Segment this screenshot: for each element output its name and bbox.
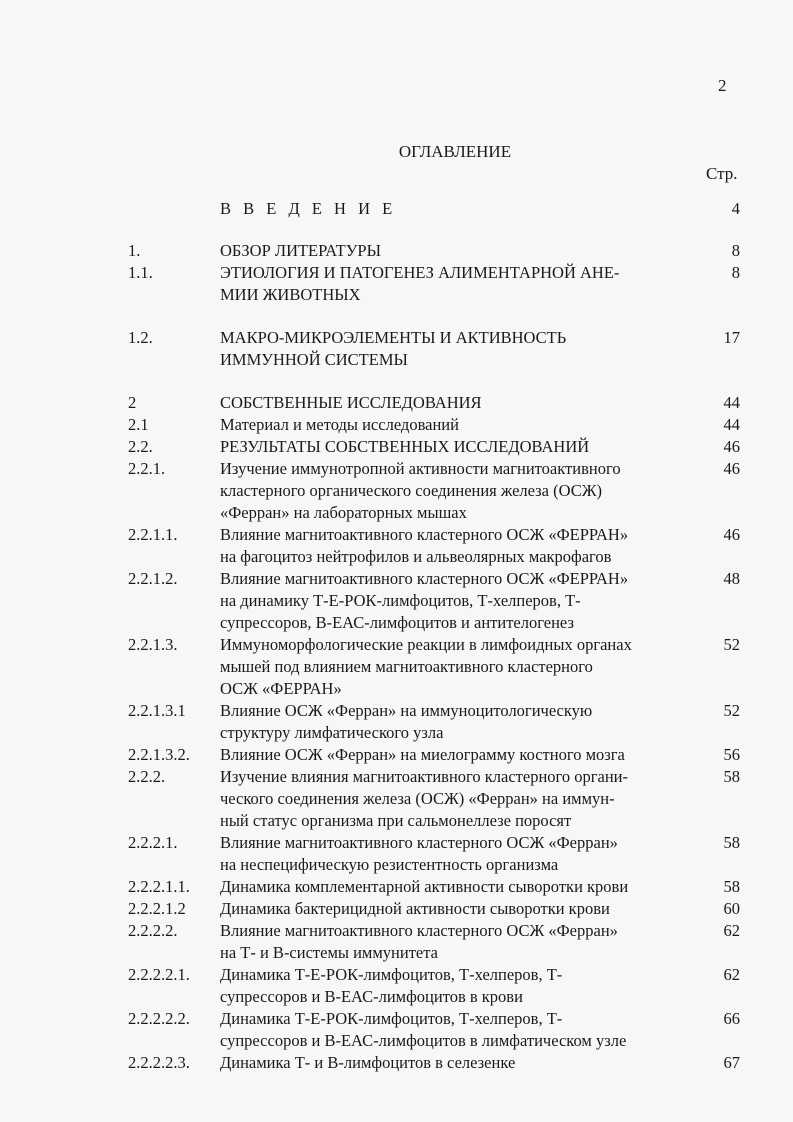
toc-entry-page: 58 — [723, 833, 740, 852]
toc-entry-line: РЕЗУЛЬТАТЫ СОБСТВЕННЫХ ИССЛЕДОВАНИЙ — [220, 437, 590, 456]
toc-entry-line: мышей под влиянием магнитоактивного кластерного — [220, 657, 593, 676]
toc-entry — [128, 240, 740, 262]
toc-entry-text — [220, 1052, 712, 1074]
toc-entry-page: 44 — [723, 393, 740, 412]
toc-entry-page: 52 — [723, 635, 740, 654]
toc-entry-number: 1.2. — [128, 328, 153, 347]
toc-entry-line: ный статус организма при сальмонеллезе поросят — [220, 811, 572, 830]
toc-entry — [128, 832, 740, 876]
toc-entry-page: 67 — [723, 1053, 740, 1072]
toc-entry-line: ОБЗОР ЛИТЕРАТУРЫ — [220, 241, 381, 260]
toc-entry-line: супрессоров, В-ЕАС-лимфоцитов и антителогенез — [220, 613, 574, 632]
toc-entry-line: Динамика бактерицидной активности сыворотки крови — [220, 899, 610, 918]
page-title: ОГЛАВЛЕНИЕ — [398, 142, 512, 161]
toc-entry-line: на динамику Т-Е-РОК-лимфоцитов, Т-хелперов, Т- — [220, 591, 581, 610]
toc-entry — [128, 568, 740, 634]
toc-entry-line: на Т- и В-системы иммунитета — [220, 943, 438, 962]
toc-entry — [128, 262, 740, 306]
toc-entry-number: 2.2.1.3. — [128, 635, 178, 654]
toc-entry-line: Динамика Т-Е-РОК-лимфоцитов, Т-хелперов, Т- — [220, 965, 563, 984]
toc-entry-number: 2.2.1.3.1 — [128, 701, 186, 720]
toc-entry-number: 2.2. — [128, 437, 153, 456]
toc-entry-page: 56 — [723, 745, 740, 764]
toc-entry-number: 2.2.1. — [128, 459, 166, 478]
toc-entry-page: 60 — [723, 899, 740, 918]
toc-entry — [128, 524, 740, 568]
toc-entry-line: В В Е Д Е Н И Е — [220, 199, 397, 218]
table-of-contents — [128, 198, 740, 1074]
toc-entry-text — [220, 1008, 712, 1052]
toc-entry-text — [220, 920, 712, 964]
toc-entry — [128, 414, 740, 436]
toc-entry-text — [220, 414, 712, 436]
toc-entry-page: 48 — [723, 569, 740, 588]
toc-entry-page: 17 — [723, 328, 740, 347]
toc-entry-line: структуру лимфатического узла — [220, 723, 444, 742]
toc-entry-text — [220, 524, 712, 568]
toc-entry-number: 1. — [128, 241, 141, 260]
toc-entry-text — [220, 198, 712, 220]
toc-entry-text — [220, 700, 712, 744]
toc-entry-line: Динамика Т-Е-РОК-лимфоцитов, Т-хелперов, Т- — [220, 1009, 563, 1028]
toc-entry-number: 2.2.2.2.2. — [128, 1009, 190, 1028]
toc-entry — [128, 1052, 740, 1074]
toc-entry-text — [220, 392, 712, 414]
toc-entry-line: МАКРО-МИКРОЭЛЕМЕНТЫ И АКТИВНОСТЬ — [220, 328, 567, 347]
toc-entry-text — [220, 898, 712, 920]
toc-entry-text — [220, 766, 712, 832]
toc-entry — [128, 964, 740, 1008]
page-number: 2 — [718, 76, 727, 95]
toc-entry — [128, 458, 740, 524]
toc-entry-page: 8 — [731, 263, 740, 282]
toc-entry-number: 2.2.1.3.2. — [128, 745, 190, 764]
toc-entry-page: 62 — [723, 921, 740, 940]
toc-entry-line: Материал и методы исследований — [220, 415, 459, 434]
toc-entry-line: супрессоров и В-ЕАС-лимфоцитов в лимфатическом узле — [220, 1031, 627, 1050]
toc-entry-text — [220, 458, 712, 524]
toc-entry-number — [128, 198, 220, 220]
page-column-label: Стр. — [706, 164, 738, 183]
toc-entry-line: на фагоцитоз нейтрофилов и альвеолярных макрофагов — [220, 547, 612, 566]
toc-entry-page: 46 — [723, 437, 740, 456]
toc-entry-number: 2.2.2.2. — [128, 921, 178, 940]
toc-entry-line: СОБСТВЕННЫЕ ИССЛЕДОВАНИЯ — [220, 393, 482, 412]
toc-entry-number: 2.2.1.2. — [128, 569, 178, 588]
toc-entry-line: МИИ ЖИВОТНЫХ — [220, 285, 361, 304]
toc-entry-page: 58 — [723, 877, 740, 896]
toc-entry-page: 44 — [723, 415, 740, 434]
toc-entry-page: 46 — [723, 525, 740, 544]
toc-entry — [128, 327, 740, 371]
toc-entry-line: Влияние магнитоактивного кластерного ОСЖ «Ферран» — [220, 833, 618, 852]
toc-entry-line: Изучение влияния магнитоактивного кластерного органи- — [220, 767, 628, 786]
toc-entry-line: ИММУННОЙ СИСТЕМЫ — [220, 350, 408, 369]
toc-entry-number: 2.2.2.2.3. — [128, 1053, 190, 1072]
toc-entry-page: 52 — [723, 701, 740, 720]
toc-entry-line: Влияние магнитоактивного кластерного ОСЖ «ФЕРРАН» — [220, 569, 629, 588]
toc-entry — [128, 436, 740, 458]
toc-entry-number: 1.1. — [128, 263, 153, 282]
toc-entry — [128, 392, 740, 414]
toc-entry — [128, 634, 740, 700]
toc-entry-page: 46 — [723, 459, 740, 478]
toc-entry-number: 2 — [128, 393, 137, 412]
toc-entry-line: «Ферран» на лабораторных мышах — [220, 503, 467, 522]
toc-entry-number: 2.2.2.1.2 — [128, 899, 186, 918]
toc-entry-line: кластерного органического соединения железа (ОСЖ) — [220, 481, 603, 500]
toc-entry — [128, 898, 740, 920]
toc-entry-text — [220, 262, 712, 306]
toc-entry-text — [220, 327, 712, 371]
toc-entry-text — [220, 634, 712, 700]
toc-entry — [128, 876, 740, 898]
toc-entry-text — [220, 876, 712, 898]
toc-entry-line: Влияние магнитоактивного кластерного ОСЖ «ФЕРРАН» — [220, 525, 629, 544]
toc-entry-text — [220, 964, 712, 1008]
toc-entry-line: на неспецифическую резистентность организма — [220, 855, 559, 874]
toc-entry — [128, 766, 740, 832]
toc-entry-text — [220, 744, 712, 766]
toc-entry — [128, 920, 740, 964]
toc-entry — [128, 700, 740, 744]
toc-entry — [128, 198, 740, 220]
toc-entry-line: Динамика Т- и В-лимфоцитов в селезенке — [220, 1053, 516, 1072]
toc-entry-number: 2.2.1.1. — [128, 525, 178, 544]
toc-entry-line: ЭТИОЛОГИЯ И ПАТОГЕНЕЗ АЛИМЕНТАРНОЙ АНЕ- — [220, 263, 620, 282]
toc-entry-page: 66 — [723, 1009, 740, 1028]
toc-entry-text — [220, 436, 712, 458]
toc-entry-text — [220, 832, 712, 876]
toc-entry-number: 2.2.2.1.1. — [128, 877, 190, 896]
toc-entry-line: Влияние ОСЖ «Ферран» на миелограмму костного мозга — [220, 745, 625, 764]
toc-entry-page: 8 — [731, 241, 740, 260]
toc-entry-number: 2.2.2. — [128, 767, 166, 786]
toc-entry-line: Иммуноморфологические реакции в лимфоидных органах — [220, 635, 632, 654]
toc-entry-page: 62 — [723, 965, 740, 984]
toc-entry-line: ОСЖ «ФЕРРАН» — [220, 679, 342, 698]
toc-entry — [128, 1008, 740, 1052]
toc-entry-line: Изучение иммунотропной активности магнитоактивного — [220, 459, 621, 478]
toc-entry — [128, 744, 740, 766]
toc-entry-page: 58 — [723, 767, 740, 786]
toc-entry-page: 4 — [731, 199, 740, 218]
toc-entry-number: 2.2.2.2.1. — [128, 965, 190, 984]
toc-entry-line: ческого соединения железа (ОСЖ) «Ферран» на иммун- — [220, 789, 615, 808]
toc-entry-number: 2.2.2.1. — [128, 833, 178, 852]
toc-entry-line: супрессоров и В-ЕАС-лимфоцитов в крови — [220, 987, 523, 1006]
toc-entry-text — [220, 568, 712, 634]
toc-entry-text — [220, 240, 712, 262]
toc-entry-line: Влияние магнитоактивного кластерного ОСЖ «Ферран» — [220, 921, 618, 940]
toc-entry-line: Динамика комплементарной активности сыворотки крови — [220, 877, 629, 896]
toc-entry-number: 2.1 — [128, 415, 149, 434]
toc-entry-line: Влияние ОСЖ «Ферран» на иммуноцитологическую — [220, 701, 593, 720]
